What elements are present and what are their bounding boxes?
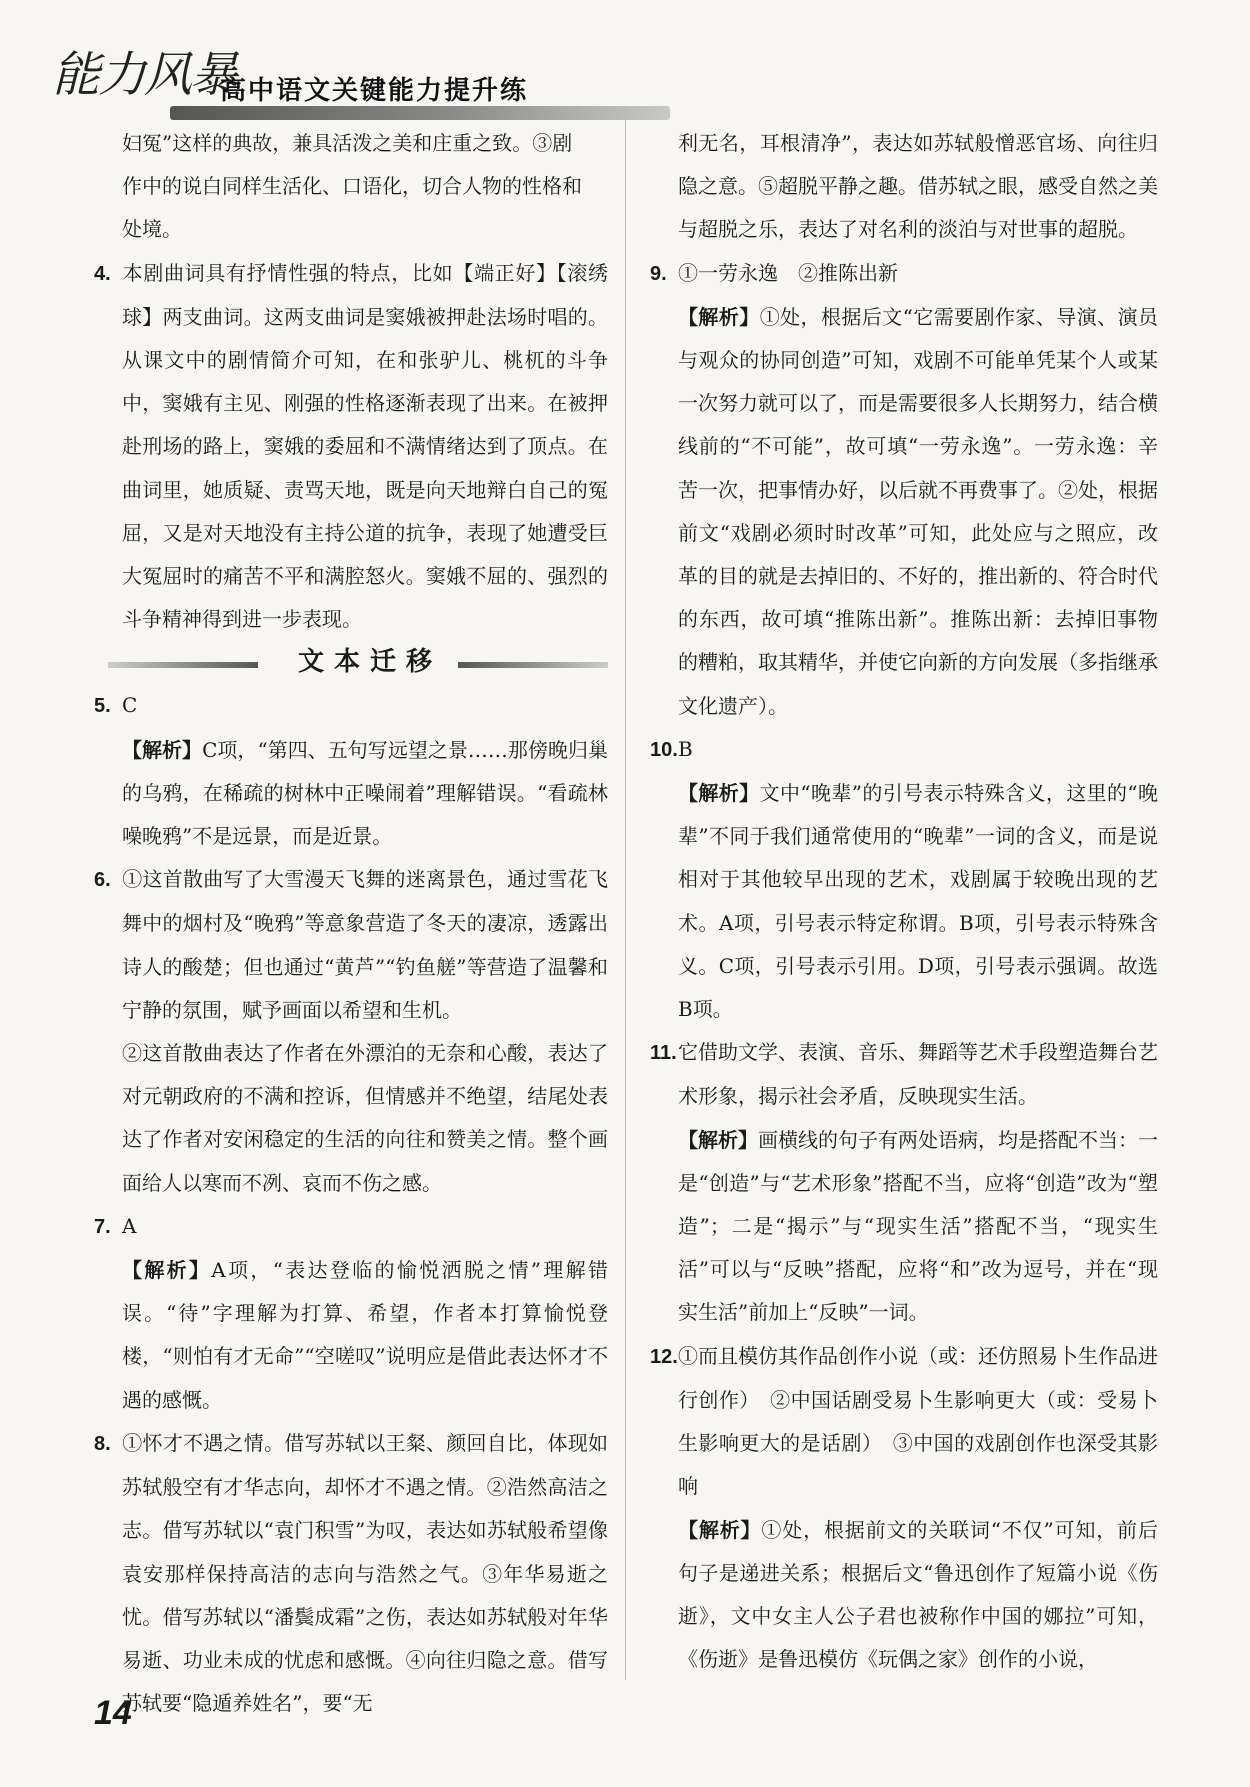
answer-8-continued: 利无名，耳根清净”，表达如苏轼般憎恶官场、向往归隐之意。⑤超脱平静之趣。借苏轼之眼，感受自然之美与超脱之乐，表达了对名利的淡泊与对世事的超脱。 — [678, 131, 1158, 242]
answer-11: 11.它借助文学、表演、音乐、舞蹈等艺术手段塑造舞台艺术形象，揭示社会矛盾，反映现实生活。 — [650, 1040, 1158, 1109]
header-decor-bar — [170, 106, 670, 120]
answer-6-part2: ②这首散曲表达了作者在外漂泊的无奈和心酸，表达了对元朝政府的不满和控诉，但情感并不绝望，结尾处表达了作者对安闲稳定的生活的向往和赞美之情。整个画面给人以寒而不冽、哀而不伤之感。 — [122, 1041, 608, 1195]
analysis-9: 【解析】①处，根据后文“它需要剧作家、导演、演员与观众的协同创造”可知，戏剧不可能单凭某个人或某一次努力就可以了，而是需要很多人长期努力，结合横线前的“不可能”，故可填“一劳永逸”。一劳永逸：辛苦一次，把事情办好，以后就不再费事了。②处，根据前文“戏剧必须时时改革”可知，此处应与之照应，改革的目的就是去掉旧的、不好的，推出新的、符合时代的东西，故可填“推陈出新”。推陈出新：去掉旧事物的糟粕，取其精华，并使它向新的方向发展（多指继承文化遗产）。 — [678, 304, 1158, 718]
answer-8: 8. ①怀才不遇之情。借写苏轼以王粲、颜回自比，体现如苏轼般空有才华志向，却怀才不遇之情。②浩然高洁之志。借写苏轼以“袁门积雪”为叹，表达如苏轼般希望像袁安那样保持高洁的志向与浩然之气。③年华易逝之忧。借写苏轼以“潘鬓成霜”之伤，表达如苏轼般对年华易逝、功业未成的忧虑和感慨。④向往归隐之意。借写苏轼要“隐遁养姓名”，要“无 — [94, 1430, 608, 1716]
answer-7: 7. A — [94, 1213, 137, 1238]
book-title: 高中语文关键能力提升练 — [220, 76, 529, 106]
intro-line: 妇冤”这样的典故，兼具活泼之美和庄重之致。③剧 — [122, 131, 573, 155]
analysis-5: 【解析】C项，“第四、五句写远望之景……那傍晚归巢的乌鸦，在稀疏的树林中正噪闹着”理解错误。“看疏林噪晚鸦”不是远景，而是近景。 — [122, 737, 609, 849]
brand-logo: 能力风暴 — [52, 47, 237, 103]
right-column — [650, 122, 1158, 1681]
left-column — [94, 122, 608, 1725]
section-title: 文本迁移 — [298, 647, 443, 678]
answer-5: 5. C — [94, 693, 138, 718]
analysis-10: 【解析】文中“晚辈”的引号表示特殊含义，这里的“晚辈”不同于我们通常使用的“晚辈”一词的含义，而是说相对于其他较早出现的艺术，戏剧属于较晚出现的艺术。A项，引号表示特定称谓。B项，引号表示特殊含义。C项，引号表示引用。D项，引号表示强调。故选B项。 — [678, 781, 1158, 1022]
answer-4: 4. 本剧曲词具有抒情性强的特点，比如【端正好】【滚绣球】两支曲词。这两支曲词是窦娥被押赴法场时唱的。从课文中的剧情简介可知，在和张驴儿、桃杌的斗争中，窦娥有主见、刚强的性格逐渐表现了出来。在被押赴刑场的路上，窦娥的委屈和不满情绪达到了顶点。在曲词里，她质疑、责骂天地，既是向天地辩白自己的冤屈，又是对天地没有主持公道的抗争，表现了她遭受巨大冤屈时的痛苦不平和满腔怒火。窦娥不屈的、强烈的斗争精神得到进一步表现。 — [94, 260, 608, 632]
page-header — [40, 28, 1210, 118]
section-header — [108, 641, 608, 684]
intro-line: 处境。 — [122, 217, 182, 242]
answer-6: 6. ①这首散曲写了大雪漫天飞舞的迷离景色，通过雪花飞舞中的烟村及“晚鸦”等意象营造了冬天的凄凉，透露出诗人的酸楚；但也通过“黄芦”“钓鱼艖”等营造了温馨和宁静的氛围，赋予画面以希望和生机。 — [94, 867, 608, 1022]
column-divider — [625, 120, 626, 1680]
analysis-11: 【解析】画横线的句子有两处语病，均是搭配不当：一是“创造”与“艺术形象”搭配不当，应将“创造”改为“塑造”；二是“揭示”与“现实生活”搭配不当，“现实生活”可以与“反映”搭配，应将“和”改为逗号，并在“现实生活”前加上“反映”一词。 — [678, 1127, 1158, 1325]
analysis-7: 【解析】A项，“表达登临的愉悦洒脱之情”理解错误。“待”字理解为打算、希望，作者本打算愉悦登楼，“则怕有才无命”“空嗟叹”说明应是借此表达怀才不遇的感慨。 — [122, 1258, 608, 1412]
answer-12: 12.①而且模仿其作品创作小说（或：还仿照易卜生作品进行创作） ②中国话剧受易卜生影响更大（或：受易卜生影响更大的是话剧） ③中国的戏剧创作也深受其影响 — [650, 1343, 1158, 1499]
page-number: 14 — [94, 1694, 132, 1732]
answer-9: 9. ①一劳永逸 ②推陈出新 — [650, 260, 898, 285]
intro-line: 作中的说白同样生活化、口语化，切合人物的性格和 — [122, 174, 582, 199]
analysis-12: 【解析】①处，根据前文的关联词“不仅”可知，前后句子是递进关系；根据后文“鲁迅创作了短篇小说《伤逝》，文中女主人公子君也被称作中国的娜拉”可知，《伤逝》是鲁迅模仿《玩偶之家》创作的小说， — [678, 1517, 1159, 1672]
answer-10: 10.B — [650, 736, 693, 761]
